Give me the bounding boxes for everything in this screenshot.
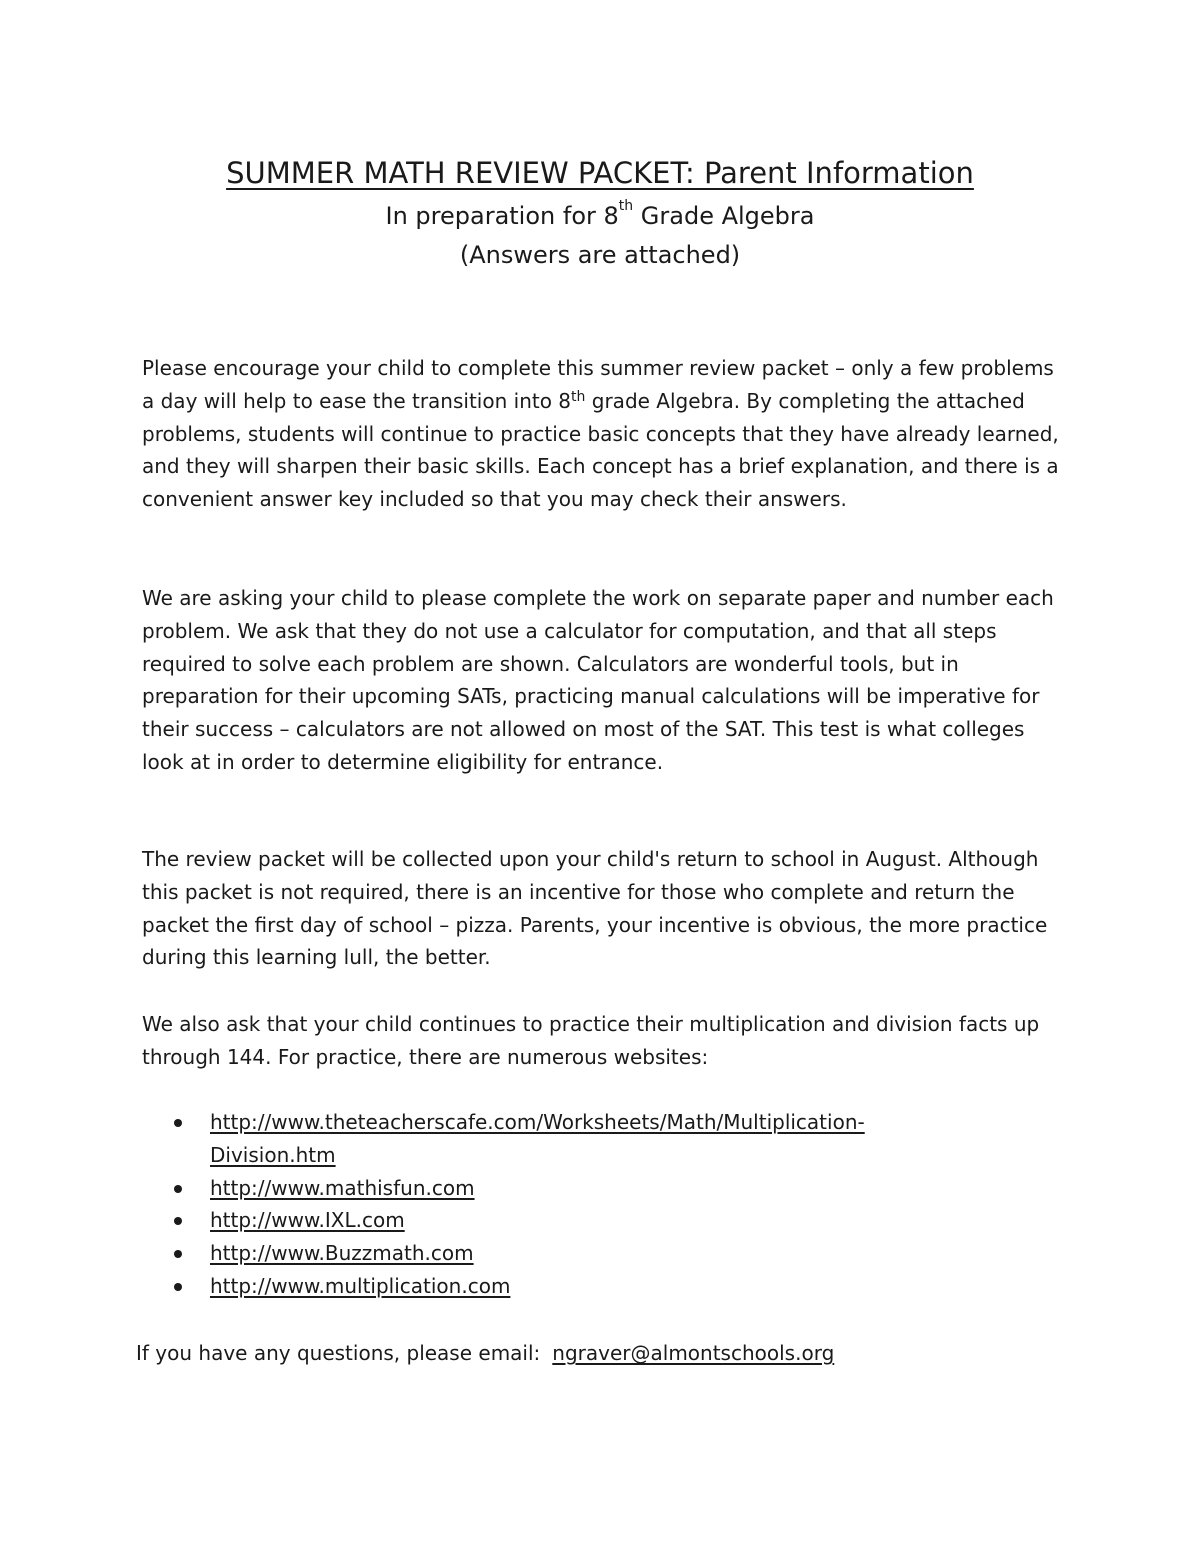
subtitle-superscript: th — [618, 198, 634, 214]
link-theteacherscafe-line1: http://www.theteacherscafe.com/Worksheets/Math/Multiplication- — [210, 1110, 865, 1134]
list-item — [170, 1270, 1030, 1303]
list-item — [170, 1237, 1030, 1270]
page-title — [0, 156, 1200, 190]
paragraph-websites: We also ask that your child continues to practice their multiplication and division facts up through 144. For practice, there are numerous websites: — [142, 1012, 1040, 1069]
paragraph-encourage — [142, 352, 1072, 516]
answers-note: (Answers are attached) — [459, 241, 741, 269]
website-list — [170, 1106, 1030, 1303]
email-link[interactable]: ngraver@almontschools.org — [552, 1341, 835, 1365]
subtitle-suffix: Grade Algebra — [633, 202, 815, 230]
paragraph-incentive: The review packet will be collected upon your child's return to school in August. Although this packet is not required, there is an incentive for those who complete and return the packet the first day of school – pizza. Parents, your incentive is obvious, the more practice during this learning lull, the better. — [142, 847, 1048, 970]
list-item — [170, 1172, 1030, 1205]
page-title-text: SUMMER MATH REVIEW PACKET: Parent Information — [226, 156, 974, 190]
contact-prompt: If you have any questions, please email: — [136, 1341, 541, 1365]
paragraph-encourage-part2: grade Algebra. By completing the attached problems, students will continue to practice basic concepts that they have already learned, and they will sharpen their basic skills. Each concept has a brief explanation, and there is a convenient answer key included so that you may check their answers. — [142, 388, 1059, 512]
link-ixl[interactable]: http://www.IXL.com — [210, 1208, 405, 1233]
paragraph-encourage-superscript: th — [571, 388, 586, 405]
subtitle-prefix: In preparation for 8 — [385, 202, 619, 230]
link-buzzmath[interactable]: http://www.Buzzmath.com — [210, 1241, 474, 1266]
link-theteacherscafe[interactable] — [210, 1110, 865, 1167]
link-multiplication[interactable]: http://www.multiplication.com — [210, 1273, 511, 1298]
paragraph-calculator: We are asking your child to please complete the work on separate paper and number each problem. We ask that they do not use a calculator for computation, and that all steps required to solve each problem are shown. Calculators are wonderful tools, but in preparation for their upcoming SATs, practicing manual calculations will be imperative for their success – calculators are not allowed on most of the SAT. This test is what colleges look at in order to determine eligibility for entrance. — [142, 586, 1054, 774]
contact-line — [136, 1337, 1036, 1369]
list-item — [170, 1106, 1030, 1172]
bullet-icon — [174, 1217, 182, 1225]
link-theteacherscafe-line2: Division.htm — [210, 1142, 336, 1167]
bullet-icon — [174, 1119, 182, 1127]
bullet-icon — [174, 1185, 182, 1193]
page-subtitle — [0, 198, 1200, 230]
bullet-icon — [174, 1283, 182, 1291]
bullet-icon — [174, 1250, 182, 1258]
link-mathisfun[interactable]: http://www.mathisfun.com — [210, 1175, 475, 1200]
list-item — [170, 1204, 1030, 1237]
paragraph-encourage-part1: Please encourage your child to complete this summer review packet – only a few problems a day will help to ease the transition into 8 — [142, 356, 1054, 413]
